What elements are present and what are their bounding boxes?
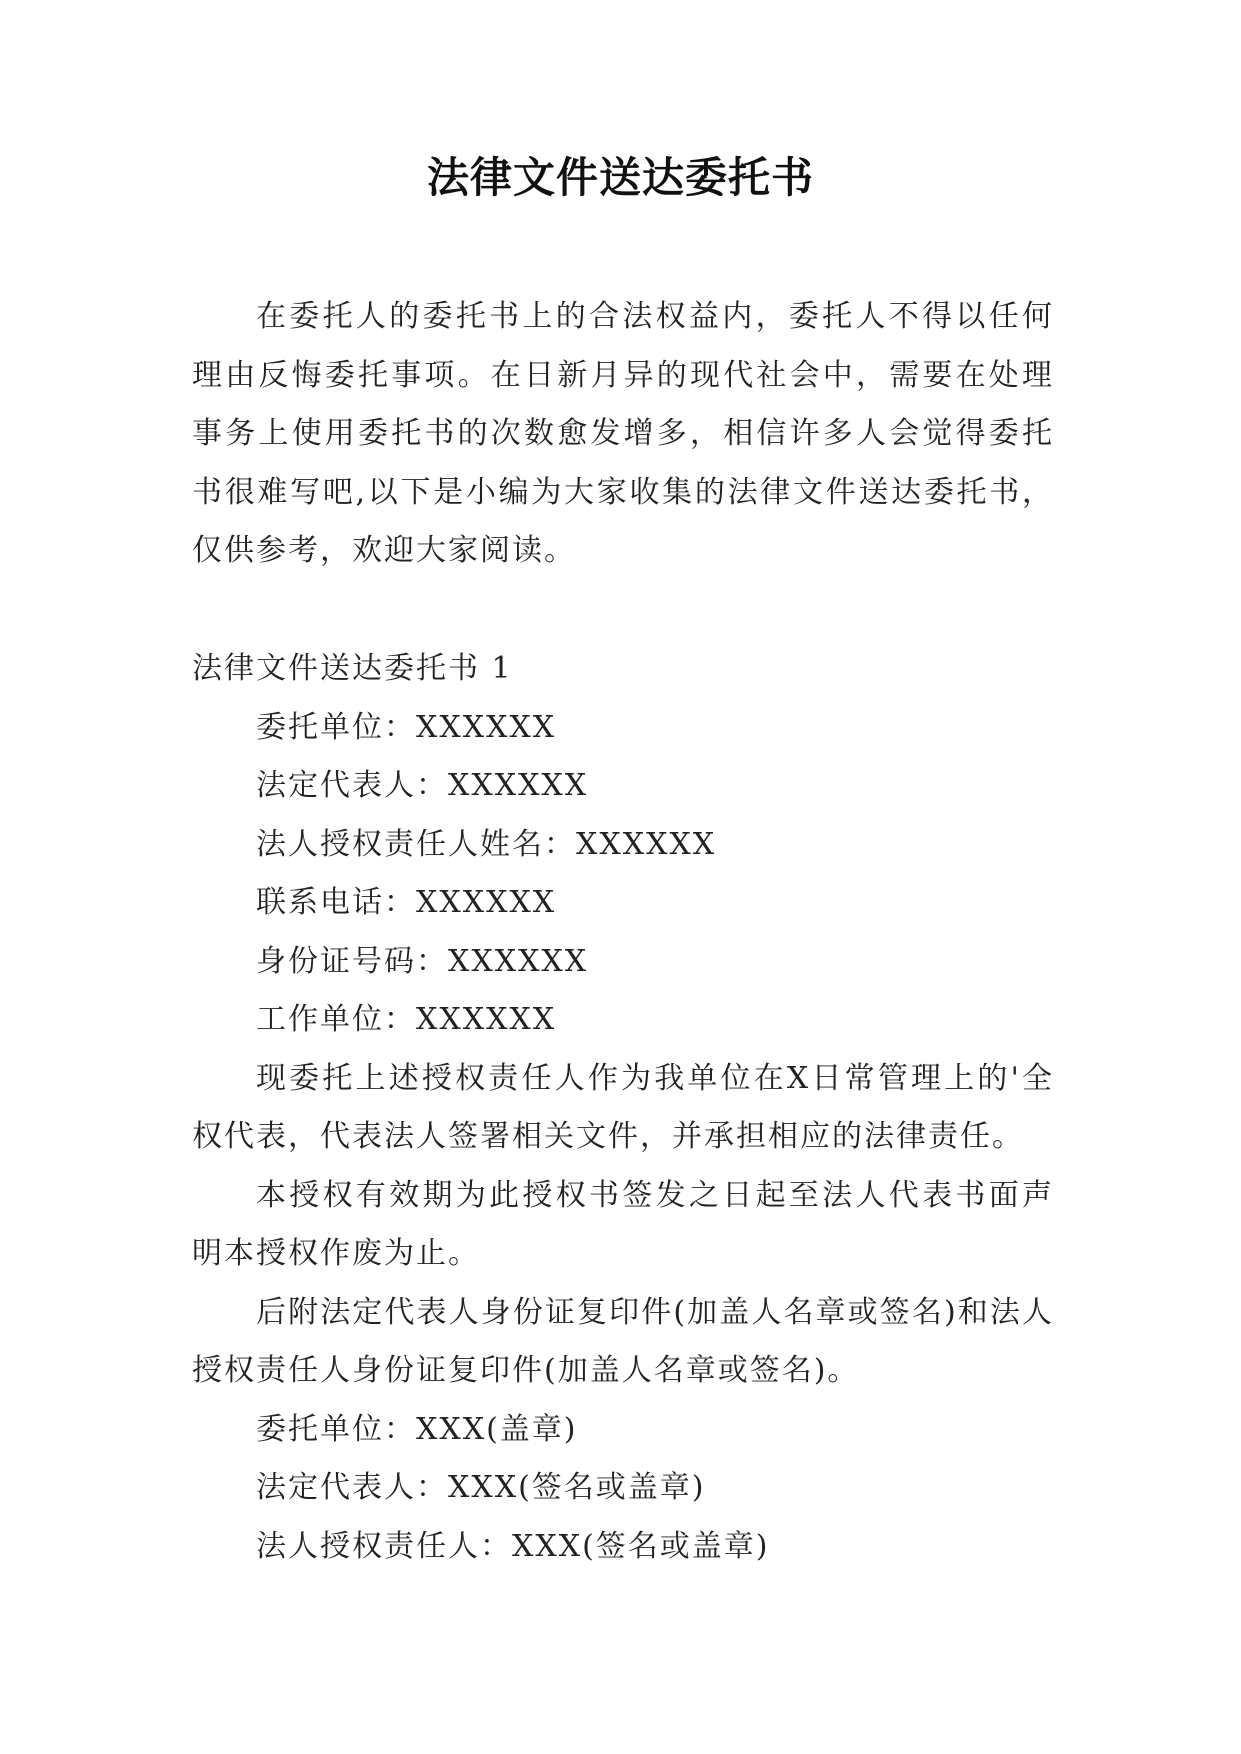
field-line: 法人授权责任人姓名：XXXXXX xyxy=(256,826,717,862)
field-line: 联系电话：XXXXXX xyxy=(256,885,557,920)
field-line: 法定代表人：XXXXXX xyxy=(256,768,589,803)
signature-line: 法人授权责任人：XXX(签名或盖章) xyxy=(256,1528,770,1564)
field-line: 身份证号码：XXXXXX xyxy=(256,943,589,979)
body-paragraph: 本授权有效期为此授权书签发之日起至法人代表书面声明本授权作废为止。 xyxy=(192,1177,1054,1271)
document-title: 法律文件送达委托书 xyxy=(426,153,814,202)
section-heading: 法律文件送达委托书 1 xyxy=(192,651,513,686)
body-paragraph: 现委托上述授权责任人作为我单位在X日常管理上的'全权代表，代表法人签署相关文件，并承担相应的法律责任。 xyxy=(192,1060,1054,1154)
signature-line: 法定代表人：XXX(签名或盖章) xyxy=(256,1470,706,1505)
body-paragraph: 后附法定代表人身份证复印件(加盖人名章或签名)和法人授权责任人身份证复印件(加盖人名章或签名)。 xyxy=(192,1294,1054,1388)
signature-line: 委托单位：XXX(盖章) xyxy=(256,1411,578,1447)
field-line: 委托单位：XXXXXX xyxy=(256,709,557,745)
field-line: 工作单位：XXXXXX xyxy=(256,1002,557,1037)
letter-section xyxy=(192,640,1054,1576)
intro-paragraph: 在委托人的委托书上的合法权益内，委托人不得以任何理由反悔委托事项。在日新月异的现代社会中，需要在处理事务上使用委托书的次数愈发增多，相信许多人会觉得委托书很难写吧,以下是小编为大家收集的法律文件送达委托书，仅供参考，欢迎大家阅读。 xyxy=(192,299,1054,568)
